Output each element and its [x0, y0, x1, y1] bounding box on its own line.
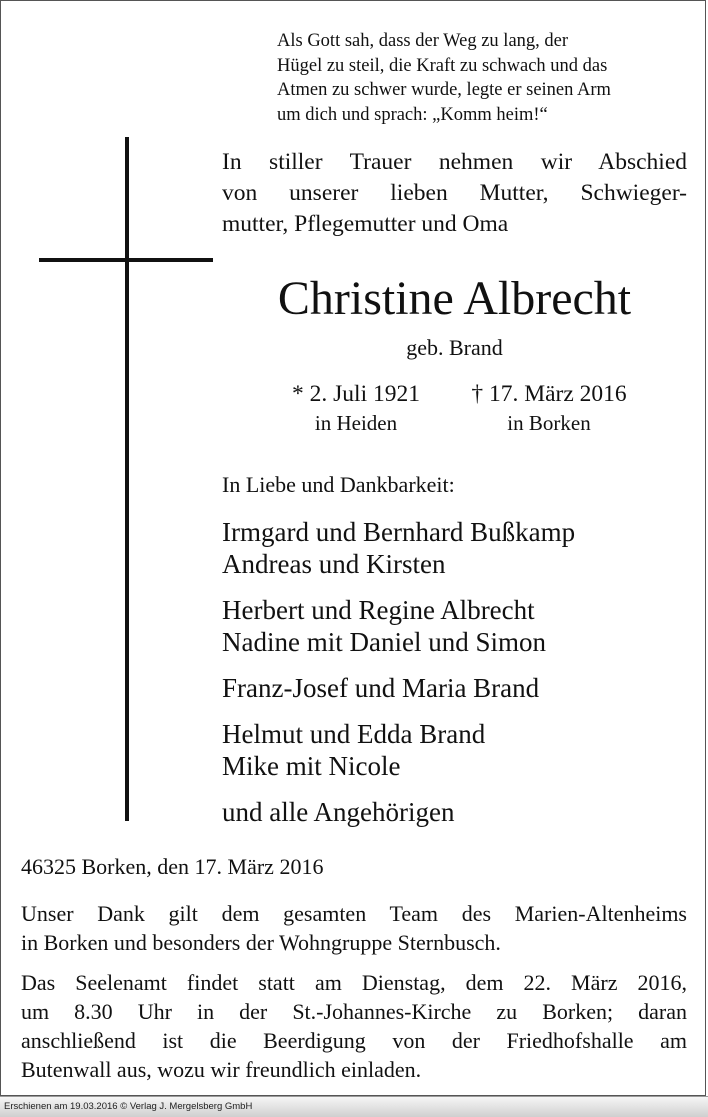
- family-group: [222, 718, 687, 782]
- birth-date: * 2. Juli 1921: [292, 381, 420, 407]
- service-line: um 8.30 Uhr in der St.-Johannes-Kirche zu Borken; daran: [21, 999, 687, 1024]
- cross-icon-beam: [39, 258, 213, 262]
- thanks-line: Unser Dank gilt dem gesamten Team des Marien-Altenheims: [21, 901, 687, 926]
- birth-place: in Heiden: [314, 411, 398, 435]
- family-line: Mike mit Nicole: [222, 751, 401, 781]
- poem-line: Als Gott sah, dass der Weg zu lang, der: [277, 31, 569, 51]
- family-line: Irmgard und Bernhard Bußkamp: [222, 517, 576, 547]
- family-line: Helmut und Edda Brand: [222, 719, 486, 749]
- family-line: Franz-Josef und Maria Brand: [222, 673, 540, 703]
- family-group: [222, 672, 687, 704]
- death-place: in Borken: [507, 411, 591, 435]
- deceased-name: Christine Albrecht: [277, 272, 632, 325]
- family-group: [222, 516, 687, 580]
- place-date: 46325 Borken, den 17. März 2016: [21, 854, 324, 879]
- intro-line: In stiller Trauer nehmen wir Abschied: [222, 149, 687, 175]
- poem-line: um dich und sprach: „Komm heim!“: [277, 104, 548, 125]
- gratitude-line: In Liebe und Dankbarkeit:: [222, 472, 455, 497]
- thanks-paragraph: [21, 899, 687, 957]
- intro-line: mutter, Pflegemutter und Oma: [222, 211, 509, 237]
- service-line: anschließend ist die Beerdigung von der Friedhofshalle am: [21, 1028, 687, 1053]
- poem-line: Atmen zu schwer wurde, legte er seinen Arm: [277, 80, 611, 100]
- service-paragraph: [21, 968, 687, 1084]
- poem: [277, 29, 687, 127]
- thanks-line: in Borken und besonders der Wohngruppe Sternbusch.: [21, 930, 501, 955]
- mourners-list: [222, 516, 687, 828]
- death-info: [449, 379, 649, 437]
- closing-relatives: und alle Angehörigen: [222, 797, 455, 827]
- family-line: Nadine mit Daniel und Simon: [222, 627, 546, 657]
- cross-icon: [125, 137, 129, 821]
- death-date: † 17. März 2016: [471, 381, 627, 407]
- maiden-name: geb. Brand: [406, 335, 503, 360]
- publication-credit: Erschienen am 19.03.2016 © Verlag J. Mergelsberg GmbH: [4, 1101, 253, 1112]
- family-line: Herbert und Regine Albrecht: [222, 595, 535, 625]
- service-line: Butenwall aus, wozu wir freundlich einladen.: [21, 1057, 422, 1082]
- service-line: Das Seelenamt findet statt am Dienstag, dem 22. März 2016,: [21, 970, 687, 995]
- birth-info: [263, 379, 449, 437]
- family-line: Andreas und Kirsten: [222, 549, 446, 579]
- family-group: [222, 594, 687, 658]
- poem-line: Hügel zu steil, die Kraft zu schwach und das: [277, 55, 608, 76]
- intro-text: [222, 147, 687, 240]
- intro-line: von unserer lieben Mutter, Schwieger-: [222, 180, 687, 206]
